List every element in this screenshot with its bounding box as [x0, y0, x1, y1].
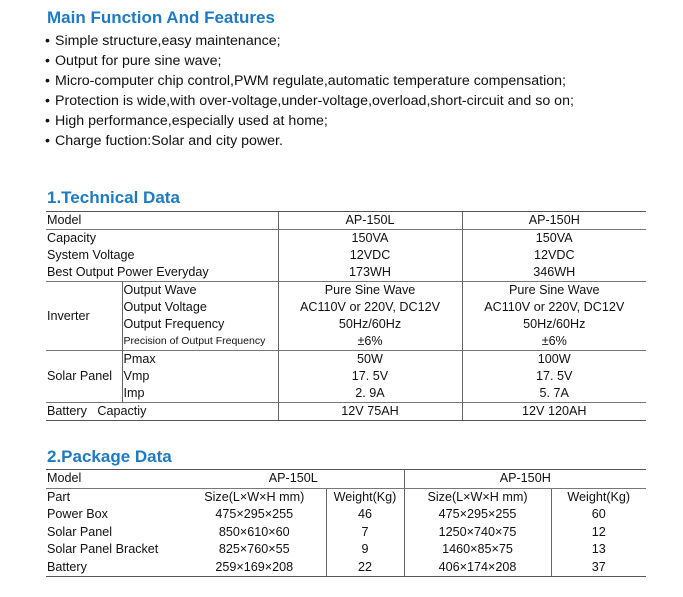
table-row	[46, 230, 646, 248]
feature-item: • Charge fuction:Solar and city power.	[45, 131, 574, 151]
feature-item: • Micro-computer chip control,PWM regulate,automatic temperature compensation;	[45, 71, 574, 91]
header-model-label: Model	[46, 470, 183, 489]
subheader-size: Size(L×W×H mm)	[204, 489, 305, 504]
table-row	[46, 368, 646, 385]
cell: 17. 5V	[462, 368, 646, 385]
feature-item: • Output for pure sine wave;	[45, 51, 574, 71]
cell: 100W	[462, 351, 646, 369]
group-label-solar-panel: Solar Panel	[46, 351, 122, 403]
row-label: Power Box	[47, 507, 108, 521]
cell: 825×760×55	[218, 542, 290, 556]
table-row	[46, 506, 646, 524]
cell: Pure Sine Wave	[278, 282, 462, 300]
cell: 150VA	[278, 230, 462, 248]
row-label: Best Output Power Everyday	[47, 265, 209, 279]
header-model-2: AP-150H	[404, 470, 646, 489]
cell: 37	[551, 559, 646, 577]
table-row	[46, 264, 646, 282]
table-row	[46, 385, 646, 403]
features-list	[45, 31, 574, 151]
package-data-table	[46, 469, 646, 577]
row-label: Solar Panel Bracket	[47, 542, 159, 556]
cell: 12V 120AH	[462, 403, 646, 421]
row-label: Battery	[46, 559, 183, 577]
cell: 150VA	[462, 230, 646, 248]
table-row	[46, 299, 646, 316]
table-row	[46, 247, 646, 264]
cell: 5. 7A	[462, 385, 646, 403]
cell: 12VDC	[462, 247, 646, 264]
table-row	[46, 403, 646, 421]
feature-item: • Simple structure,easy maintenance;	[45, 31, 574, 51]
cell: ±6%	[462, 333, 646, 351]
row-label: Solar Panel	[47, 524, 113, 539]
row-label: System Voltage	[47, 248, 135, 262]
row-label: Precision of Output Frequency	[122, 333, 278, 351]
feature-item: • High performance,especially used at home;	[45, 111, 574, 131]
header-model-1: AP-150L	[183, 470, 404, 489]
table-row	[46, 212, 646, 230]
row-label: Capacity	[47, 231, 96, 245]
cell: 1250×740×75	[404, 524, 551, 542]
cell: 12V 75AH	[278, 403, 462, 421]
cell: AC110V or 220V, DC12V	[462, 299, 646, 316]
row-label: Pmax	[122, 351, 278, 369]
row-label: Imp	[122, 385, 278, 403]
table-row	[46, 488, 646, 506]
row-label: Battery Capactiy	[46, 403, 278, 421]
technical-data-title: 1.Technical Data	[47, 188, 180, 207]
features-title: Main Function And Features	[47, 8, 275, 27]
table-row	[46, 470, 646, 489]
header-model-2: AP-150H	[462, 212, 646, 230]
cell: 17. 5V	[278, 368, 462, 385]
row-label: Vmp	[122, 368, 278, 385]
cell: 259×169×208	[183, 559, 326, 577]
cell: 50W	[278, 351, 462, 369]
table-row	[46, 333, 646, 351]
row-label: Output Wave	[122, 282, 278, 300]
cell: Pure Sine Wave	[462, 282, 646, 300]
package-data-title: 2.Package Data	[47, 447, 172, 466]
group-label-inverter: Inverter	[46, 282, 122, 351]
cell: 60	[551, 506, 646, 524]
row-label: Output Voltage	[122, 299, 278, 316]
cell: 12VDC	[278, 247, 462, 264]
cell: 475×295×255	[215, 507, 294, 521]
subheader-weight: Weight(Kg)	[326, 488, 404, 506]
cell: 9	[326, 541, 404, 559]
table-row	[46, 282, 646, 300]
cell: 406×174×208	[404, 559, 551, 577]
cell: 46	[326, 506, 404, 524]
cell: 22	[326, 559, 404, 577]
subheader-size: Size(L×W×H mm)	[404, 488, 551, 506]
table-row	[46, 541, 646, 559]
cell: 346WH	[462, 264, 646, 282]
cell: 475×295×255	[404, 506, 551, 524]
header-model-1: AP-150L	[278, 212, 462, 230]
cell: 50Hz/60Hz	[278, 316, 462, 333]
cell: 850×610×60	[218, 524, 290, 539]
table-row	[46, 351, 646, 369]
cell: 50Hz/60Hz	[462, 316, 646, 333]
table-row	[46, 524, 646, 542]
subheader-part: Part	[47, 489, 71, 504]
cell: AC110V or 220V, DC12V	[278, 299, 462, 316]
header-model-label: Model	[46, 212, 278, 230]
technical-data-table	[46, 211, 646, 421]
cell: 2. 9A	[278, 385, 462, 403]
cell: 12	[551, 524, 646, 542]
cell: 7	[326, 524, 404, 542]
row-label: Output Frequency	[122, 316, 278, 333]
cell: ±6%	[278, 333, 462, 351]
subheader-weight: Weight(Kg)	[551, 488, 646, 506]
cell: 173WH	[278, 264, 462, 282]
table-row	[46, 559, 646, 577]
cell: 1460×85×75	[404, 541, 551, 559]
feature-item: • Protection is wide,with over-voltage,under-voltage,overload,short-circuit and so on;	[45, 91, 574, 111]
table-row	[46, 316, 646, 333]
cell: 13	[551, 541, 646, 559]
